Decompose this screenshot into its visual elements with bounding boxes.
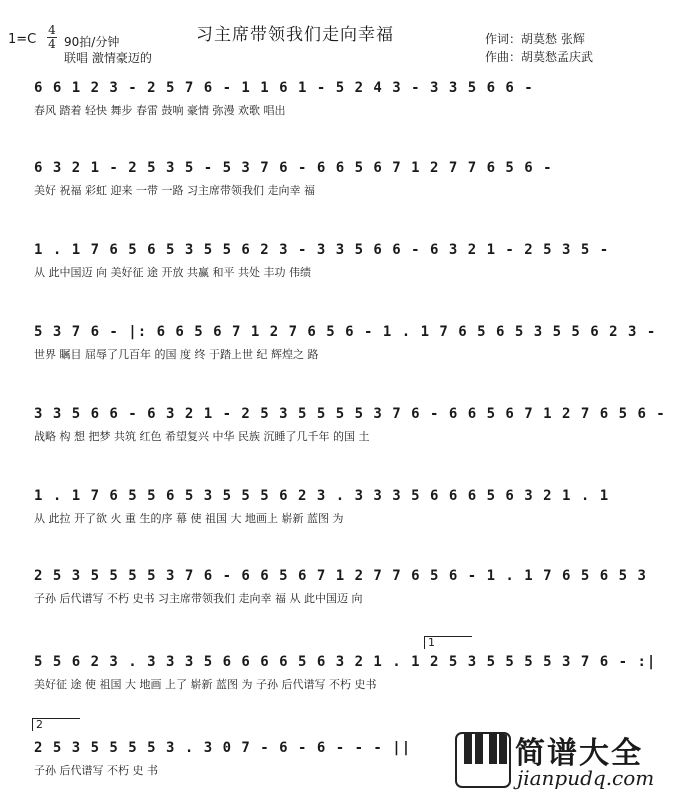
volta-second-label: 2 [36, 718, 43, 731]
time-signature [46, 24, 58, 51]
notes-line: 2 5 3 5 5 5 5 3 7 6 - 6 6 5 6 7 1 2 7 7 6 5 6 - 1 . 1 7 6 5 6 5 3 [34, 568, 647, 584]
notes-line: 6 6 1 2 3 - 2 5 7 6 - 1 1 6 1 - 5 2 4 3 - 3 3 5 6 6 - [34, 80, 534, 96]
logo-text-cn: 简谱大全 [515, 736, 643, 771]
notes-line: 1 . 1 7 6 5 5 6 5 3 5 5 5 6 2 3 . 3 3 3 5 6 6 6 5 6 3 2 1 . 1 [34, 488, 610, 504]
lyricist: 作词：胡莫愁 张辉 [485, 32, 585, 46]
lyrics-line: 从 此拉 开了欲 火 重 生的序 幕 使 祖国 大 地画上 崭新 蓝图 为 [34, 512, 344, 525]
time-top: 4 [48, 23, 56, 37]
lyrics-line: 从 此中国迈 向 美好征 途 开放 共赢 和平 共处 丰功 伟绩 [34, 266, 311, 279]
piano-icon [455, 732, 511, 788]
system-3 [0, 224, 681, 286]
lyrics-line: 春风 踏着 轻快 舞步 春雷 鼓响 豪情 弥漫 欢歌 唱出 [34, 104, 286, 117]
notes-line: 5 5 6 2 3 . 3 3 3 5 6 6 6 6 5 6 3 2 1 . 1 2 5 3 5 5 5 5 3 7 6 - :| [34, 654, 657, 670]
lyrics-line: 子孙 后代谱写 不朽 史书 习主席带领我们 走向幸 福 从 此中国迈 向 [34, 592, 363, 605]
key-signature: 1=C [8, 32, 37, 47]
lyrics-line: 美好征 途 使 祖国 大 地画 上了 崭新 蓝图 为 子孙 后代谱写 不朽 史书 [34, 678, 377, 691]
system-6 [0, 470, 681, 532]
system-2 [0, 142, 681, 204]
volta-first-label: 1 [428, 636, 435, 649]
tempo: 90拍/分钟 [64, 35, 120, 49]
system-5 [0, 388, 681, 450]
lyrics-line: 美好 祝福 彩虹 迎来 一带 一路 习主席带领我们 走向幸 福 [34, 184, 315, 197]
lyrics-line: 世界 瞩目 屈辱了几百年 的国 度 终 于踏上世 纪 辉煌之 路 [34, 348, 319, 361]
notes-line: 2 5 3 5 5 5 5 3 . 3 0 7 - 6 - 6 - - - || [34, 740, 412, 756]
notes-line: 6 3 2 1 - 2 5 3 5 - 5 3 7 6 - 6 6 5 6 7 1 2 7 7 6 5 6 - [34, 160, 553, 176]
site-logo [455, 728, 677, 796]
composer: 作曲：胡莫愁孟庆武 [485, 50, 594, 64]
notes-line: 3 3 5 6 6 - 6 3 2 1 - 2 5 3 5 5 5 5 3 7 6 - 6 6 5 6 7 1 2 7 6 5 6 - [34, 406, 666, 422]
system-1 [0, 62, 681, 124]
logo-text-en: jianpudq.com [517, 766, 655, 790]
notes-line: 1 . 1 7 6 5 6 5 3 5 5 6 2 3 - 3 3 5 6 6 - 6 3 2 1 - 2 5 3 5 - [34, 242, 610, 258]
performance-note: 联唱 激情豪迈的 [64, 51, 152, 65]
lyrics-line: 战略 构 想 把梦 共筑 红色 希望复兴 中华 民族 沉睡了几千年 的国 土 [34, 430, 370, 443]
time-bottom: 4 [48, 37, 56, 51]
system-4 [0, 306, 681, 368]
system-8 [0, 636, 681, 698]
song-title: 习主席带领我们走向幸福 [196, 25, 394, 45]
system-7 [0, 550, 681, 612]
notes-line: 5 3 7 6 - |: 6 6 5 6 7 1 2 7 6 5 6 - 1 . 1 7 6 5 6 5 3 5 5 6 2 3 - [34, 324, 657, 340]
lyrics-line: 子孙 后代谱写 不朽 史 书 [34, 764, 158, 777]
